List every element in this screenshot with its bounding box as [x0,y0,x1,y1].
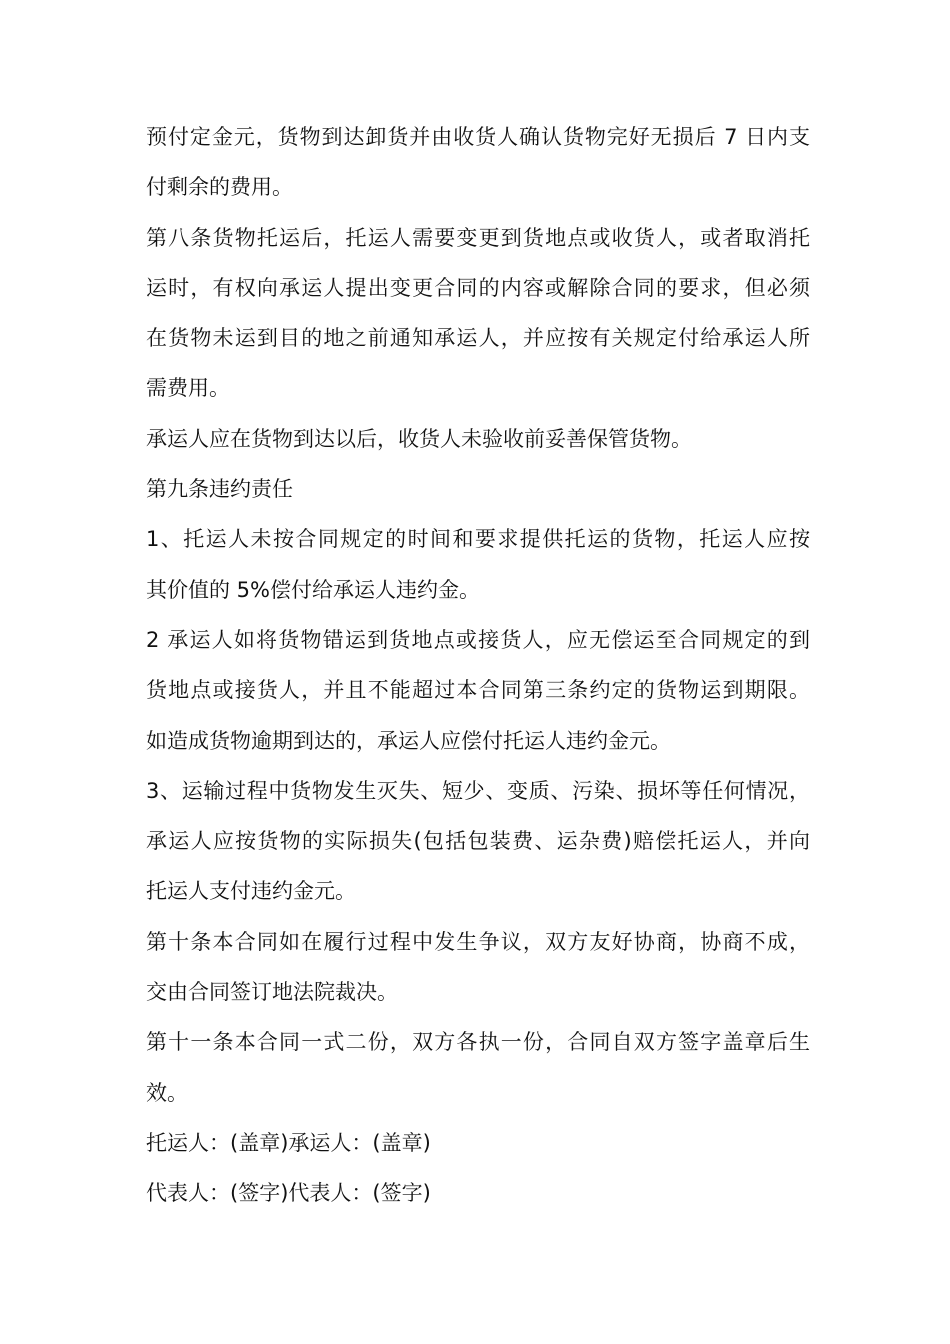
article-10-line-1: 第十条本合同如在履行过程中发生争议，双方友好协商，协商不成， [146,929,810,954]
liability-item-2-line-1: 2 承运人如将货物错运到货地点或接货人，应无偿运至合同规定的到 [146,627,810,652]
liability-item-2-line-3: 如造成货物逾期到达的，承运人应偿付托运人违约金元。 [146,728,671,753]
paragraph-line-payment-1: 预付定金元，货物到达卸货并由收货人确认货物完好无损后 7 日内支 [146,125,810,149]
article-11-line-2: 效。 [146,1080,188,1105]
liability-item-3-line-1: 3、运输过程中货物发生灭失、短少、变质、污染、损坏等任何情况， [146,778,810,803]
signature-seal-line: 托运人：(盖章)承运人：(盖章) [146,1130,431,1155]
signature-representative-line: 代表人：(签字)代表人：(签字) [146,1181,431,1206]
article-8-line-4: 需费用。 [146,376,230,401]
article-8-line-3: 在货物未运到目的地之前通知承运人，并应按有关规定付给承运人所 [146,326,810,351]
paragraph-line-payment-2: 付剩余的费用。 [146,175,293,200]
article-10-line-2: 交由合同签订地法院裁决。 [146,980,398,1005]
custody-clause: 承运人应在货物到达以后，收货人未验收前妥善保管货物。 [146,426,692,451]
liability-item-1-line-2: 其价值的 5%偿付给承运人违约金。 [146,577,480,602]
article-9-heading: 第九条违约责任 [146,477,293,502]
liability-item-3-line-2: 承运人应按货物的实际损失(包括包装费、运杂费)赔偿托运人，并向 [146,829,810,854]
article-8-line-1: 第八条货物托运后，托运人需要变更到货地点或收货人，或者取消托 [146,225,810,250]
liability-item-1-line-1: 1、托运人未按合同规定的时间和要求提供托运的货物，托运人应按 [146,527,810,552]
article-8-line-2: 运时，有权向承运人提出变更合同的内容或解除合同的要求，但必须 [146,275,810,300]
liability-item-2-line-2: 货地点或接货人，并且不能超过本合同第三条约定的货物运到期限。 [146,678,810,703]
article-11-line-1: 第十一条本合同一式二份，双方各执一份，合同自双方签字盖章后生 [146,1030,810,1055]
liability-item-3-line-3: 托运人支付违约金元。 [146,879,356,904]
contract-body [146,112,810,1219]
